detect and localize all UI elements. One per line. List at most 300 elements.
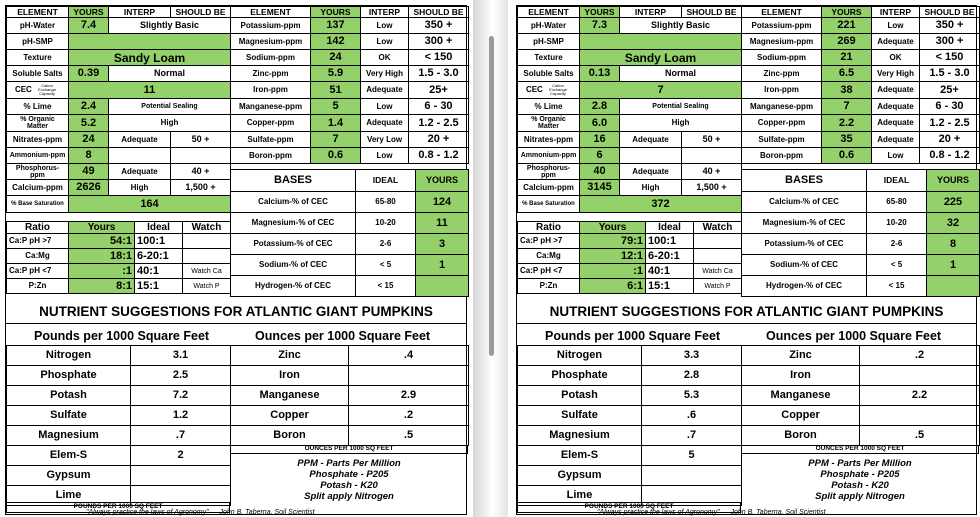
value-sulfate: 7 [311, 132, 361, 148]
value-organic: 6.0 [580, 115, 620, 132]
should-manganese: 6 - 30 [920, 99, 980, 115]
lbs-row [7, 346, 231, 366]
col-should: SHOULD BE [409, 7, 469, 18]
lbs-nutrient-amount [642, 466, 742, 486]
ratio-table [517, 221, 742, 294]
ideal-ca-cec: 65-80 [867, 192, 927, 213]
value-calcium: 2626 [69, 180, 109, 196]
oz-nutrient-name: Manganese [231, 386, 349, 406]
oz-nutrient-name: Copper [742, 406, 860, 426]
element-table-left [517, 6, 742, 213]
note-ppm: PPM - Parts Per Million [297, 458, 401, 469]
should-copper: 1.2 - 2.5 [409, 115, 469, 132]
label-sulfate: Sulfate-ppm [231, 132, 311, 148]
lbs-nutrient-name: Nitrogen [518, 346, 642, 366]
pounds-table [517, 345, 742, 506]
label-ph-smp: pH-SMP [518, 34, 580, 50]
interp-potassium: Low [872, 18, 920, 34]
ounces-footer: OUNCES PER 1000 SQ FEET [230, 445, 468, 454]
should-iron: 25+ [409, 82, 469, 99]
label-sodium: Sodium-ppm [231, 50, 311, 66]
ratio-value: 18:1 [69, 249, 135, 264]
value-ph-smp [69, 34, 231, 50]
ratio-watch-header: Watch [694, 222, 742, 234]
should-sulfate: 20 + [409, 132, 469, 148]
label-mg-cec: Magnesium-% of CEC [742, 213, 867, 234]
should-potassium: 350 + [409, 18, 469, 34]
col-element: ELEMENT [7, 7, 69, 18]
interp-boron: Low [361, 148, 409, 164]
col-yours: YOURS [822, 7, 872, 18]
bases-ideal-header: IDEAL [356, 170, 416, 192]
lbs-nutrient-amount: 2.8 [642, 366, 742, 386]
oz-row [231, 426, 469, 446]
label-cec: CEC Cation Exchange Capacity [518, 82, 580, 99]
interp-sulfate: Very Low [361, 132, 409, 148]
cec-caption: Cation Exchange Capacity [38, 83, 56, 96]
ratio-label: Ca:P pH >7 [7, 234, 69, 249]
label-na-cec: Sodium-% of CEC [231, 255, 356, 276]
note-nitrogen: Split apply Nitrogen [815, 491, 905, 502]
interp-phosphorus: Adequate [109, 164, 171, 180]
col-element: ELEMENT [742, 7, 822, 18]
ideal-na-cec: < 5 [867, 255, 927, 276]
value-calcium: 3145 [580, 180, 620, 196]
label-k-cec: Potassium-% of CEC [231, 234, 356, 255]
value-magnesium: 269 [822, 34, 872, 50]
lbs-row [518, 346, 742, 366]
should-phosphorus: 40 + [171, 164, 231, 180]
bases-yours-header: YOURS [416, 170, 469, 192]
ideal-mg-cec: 10-20 [356, 213, 416, 234]
label-ammonium: Ammonium-ppm [518, 148, 580, 164]
bases-ideal-header: IDEAL [867, 170, 927, 192]
col-interp: INTERP [872, 7, 920, 18]
ratio-watch: Watch P [183, 279, 231, 294]
quote: "Always practice the laws of Agronomy" — John B. Taberna, Soil Scientist [86, 509, 315, 516]
note-nitrogen: Split apply Nitrogen [304, 491, 394, 502]
ratio-ideal: 6-20:1 [135, 249, 183, 264]
label-na-cec: Sodium-% of CEC [742, 255, 867, 276]
lbs-nutrient-name: Nitrogen [7, 346, 131, 366]
col-interp: INTERP [109, 7, 171, 18]
should-boron: 0.8 - 1.2 [920, 148, 980, 164]
value-phosphorus: 49 [69, 164, 109, 180]
label-manganese: Manganese-ppm [231, 99, 311, 115]
lbs-nutrient-name: Elem-S [7, 446, 131, 466]
label-zinc: Zinc-ppm [742, 66, 822, 82]
label-nitrates: Nitrates-ppm [518, 132, 580, 148]
should-boron: 0.8 - 1.2 [409, 148, 469, 164]
label-ph-water: pH-Water [7, 18, 69, 34]
pounds-header: Pounds per 1000 Square Feet [34, 329, 210, 343]
interp-manganese: Adequate [872, 99, 920, 115]
element-table-right [741, 6, 980, 164]
ratio-ideal: 15:1 [135, 279, 183, 294]
lbs-nutrient-name: Potash [7, 386, 131, 406]
label-boron: Boron-ppm [231, 148, 311, 164]
interp-iron: Adequate [872, 82, 920, 99]
interp-calcium: High [620, 180, 682, 196]
ratio-header: Ratio [7, 222, 69, 234]
value-iron: 51 [311, 82, 361, 99]
value-manganese: 7 [822, 99, 872, 115]
label-ammonium: Ammonium-ppm [7, 148, 69, 164]
interp-sodium: OK [872, 50, 920, 66]
value-phosphorus: 40 [580, 164, 620, 180]
should-sodium: < 150 [409, 50, 469, 66]
label-phosphorus: Phosphorus-ppm [518, 164, 580, 180]
ideal-k-cec: 2-6 [867, 234, 927, 255]
ounces-table [741, 345, 980, 446]
should-zinc: 1.5 - 3.0 [409, 66, 469, 82]
lbs-row [7, 466, 231, 486]
ratio-ideal: 40:1 [135, 264, 183, 279]
oz-nutrient-name: Boron [231, 426, 349, 446]
should-magnesium: 300 + [409, 34, 469, 50]
interp-organic: High [109, 115, 231, 132]
label-boron: Boron-ppm [742, 148, 822, 164]
value-cec: 7 [580, 82, 742, 99]
interp-potassium: Low [361, 18, 409, 34]
value-iron: 38 [822, 82, 872, 99]
label-texture: Texture [7, 50, 69, 66]
value-nitrates: 24 [69, 132, 109, 148]
oz-row [742, 426, 980, 446]
ideal-mg-cec: 10-20 [867, 213, 927, 234]
oz-row [742, 386, 980, 406]
should-nitrates: 50 + [171, 132, 231, 148]
value-k-cec: 3 [416, 234, 469, 255]
element-table-left [6, 6, 231, 213]
bases-header: BASES [231, 170, 356, 192]
col-should: SHOULD BE [171, 7, 231, 18]
interp-copper: Adequate [872, 115, 920, 132]
value-sulfate: 35 [822, 132, 872, 148]
col-should: SHOULD BE [682, 7, 742, 18]
ratio-ideal: 100:1 [646, 234, 694, 249]
ounces-header: Ounces per 1000 Square Feet [255, 329, 431, 343]
lbs-nutrient-amount: 2.5 [131, 366, 231, 386]
value-zinc: 5.9 [311, 66, 361, 82]
lbs-nutrient-name: Magnesium [7, 426, 131, 446]
oz-nutrient-name: Manganese [742, 386, 860, 406]
cec-caption: Cation Exchange Capacity [549, 83, 567, 96]
value-ph-smp [580, 34, 742, 50]
interp-soluble-salts: Normal [620, 66, 742, 82]
oz-row [231, 406, 469, 426]
label-organic: % Organic Matter [518, 115, 580, 132]
value-cec: 11 [69, 82, 231, 99]
oz-nutrient-amount [349, 366, 469, 386]
note-potash: Potash - K20 [320, 480, 378, 491]
ratio-label: P:Zn [7, 279, 69, 294]
interp-copper: Adequate [361, 115, 409, 132]
interp-magnesium: Adequate [872, 34, 920, 50]
lbs-row [7, 446, 231, 466]
ratio-table [6, 221, 231, 294]
ratio-value: 54:1 [69, 234, 135, 249]
ratio-value: :1 [69, 264, 135, 279]
soil-report-page-2 [508, 0, 980, 517]
lbs-nutrient-name: Phosphate [518, 366, 642, 386]
ratio-label: Ca:Mg [518, 249, 580, 264]
oz-nutrient-amount [860, 406, 980, 426]
value-ca-cec: 124 [416, 192, 469, 213]
value-copper: 1.4 [311, 115, 361, 132]
value-ph-water: 7.3 [580, 18, 620, 34]
lbs-nutrient-amount: 7.2 [131, 386, 231, 406]
lbs-row [7, 406, 231, 426]
ratio-ideal: 15:1 [646, 279, 694, 294]
oz-nutrient-amount: .4 [349, 346, 469, 366]
label-phosphorus: Phosphorus-ppm [7, 164, 69, 180]
label-iron: Iron-ppm [742, 82, 822, 99]
label-texture: Texture [518, 50, 580, 66]
lbs-nutrient-name: Gypsum [518, 466, 642, 486]
label-h-cec: Hydrogen-% of CEC [742, 276, 867, 297]
ratio-yours-header: Yours [580, 222, 646, 234]
value-h-cec [416, 276, 469, 297]
value-texture: Sandy Loam [580, 50, 742, 66]
oz-nutrient-name: Boron [742, 426, 860, 446]
lbs-nutrient-name: Sulfate [7, 406, 131, 426]
ounces-header: Ounces per 1000 Square Feet [766, 329, 942, 343]
lbs-row [518, 386, 742, 406]
ratio-label: Ca:P pH >7 [518, 234, 580, 249]
value-magnesium: 142 [311, 34, 361, 50]
should-magnesium: 300 + [920, 34, 980, 50]
interp-magnesium: Low [361, 34, 409, 50]
interp-nitrates: Adequate [109, 132, 171, 148]
value-k-cec: 8 [927, 234, 980, 255]
lbs-nutrient-name: Sulfate [518, 406, 642, 426]
ratio-ideal: 40:1 [646, 264, 694, 279]
notes [230, 458, 468, 502]
oz-nutrient-name: Iron [742, 366, 860, 386]
scrollbar[interactable] [489, 36, 494, 356]
oz-row [231, 366, 469, 386]
oz-nutrient-name: Zinc [742, 346, 860, 366]
quote: "Always practice the laws of Agronomy" — John B. Taberna, Soil Scientist [597, 509, 826, 516]
label-ph-smp: pH-SMP [7, 34, 69, 50]
label-sodium: Sodium-ppm [742, 50, 822, 66]
label-soluble-salts: Soluble Salts [7, 66, 69, 82]
value-na-cec: 1 [416, 255, 469, 276]
oz-nutrient-amount [860, 366, 980, 386]
label-zinc: Zinc-ppm [231, 66, 311, 82]
label-h-cec: Hydrogen-% of CEC [231, 276, 356, 297]
interp-organic: High [620, 115, 742, 132]
value-sodium: 21 [822, 50, 872, 66]
value-ammonium: 6 [580, 148, 620, 164]
interp-sodium: OK [361, 50, 409, 66]
oz-row [231, 346, 469, 366]
col-interp: INTERP [361, 7, 409, 18]
label-mg-cec: Magnesium-% of CEC [231, 213, 356, 234]
interp-phosphorus: Adequate [620, 164, 682, 180]
interp-manganese: Low [361, 99, 409, 115]
report-sheet [516, 5, 977, 515]
ideal-h-cec: < 15 [356, 276, 416, 297]
label-ph-water: pH-Water [518, 18, 580, 34]
should-iron: 25+ [920, 82, 980, 99]
label-base-sat: % Base Saturation [7, 196, 69, 213]
note-phosphate: Phosphate - P205 [820, 469, 900, 480]
lbs-nutrient-amount: 3.1 [131, 346, 231, 366]
lbs-nutrient-name: Gypsum [7, 466, 131, 486]
value-mg-cec: 32 [927, 213, 980, 234]
col-should: SHOULD BE [920, 7, 980, 18]
oz-row [742, 366, 980, 386]
note-ppm: PPM - Parts Per Million [808, 458, 912, 469]
should-sodium: < 150 [920, 50, 980, 66]
label-magnesium: Magnesium-ppm [742, 34, 822, 50]
should-potassium: 350 + [920, 18, 980, 34]
ratio-watch: Watch Ca [694, 264, 742, 279]
ratio-header: Ratio [518, 222, 580, 234]
ratio-ideal-header: Ideal [135, 222, 183, 234]
col-yours: YOURS [311, 7, 361, 18]
lbs-nutrient-name: Lime [7, 486, 131, 506]
element-table-right [230, 6, 469, 164]
col-yours: YOURS [69, 7, 109, 18]
ratio-value: 8:1 [69, 279, 135, 294]
label-lime: % Lime [518, 99, 580, 115]
label-potassium: Potassium-ppm [231, 18, 311, 34]
should-nitrates: 50 + [682, 132, 742, 148]
ratio-value: 12:1 [580, 249, 646, 264]
lbs-nutrient-name: Magnesium [518, 426, 642, 446]
ratio-ideal: 6-20:1 [646, 249, 694, 264]
value-lime: 2.8 [580, 99, 620, 115]
lbs-nutrient-amount: 3.3 [642, 346, 742, 366]
interp-nitrates: Adequate [620, 132, 682, 148]
ratio-watch: Watch Ca [183, 264, 231, 279]
ratio-value: 6:1 [580, 279, 646, 294]
value-mg-cec: 11 [416, 213, 469, 234]
value-boron: 0.6 [822, 148, 872, 164]
interp-soluble-salts: Normal [109, 66, 231, 82]
should-sulfate: 20 + [920, 132, 980, 148]
lbs-nutrient-amount: .6 [642, 406, 742, 426]
ideal-k-cec: 2-6 [356, 234, 416, 255]
oz-nutrient-name: Zinc [231, 346, 349, 366]
oz-nutrient-name: Copper [231, 406, 349, 426]
label-potassium: Potassium-ppm [742, 18, 822, 34]
value-copper: 2.2 [822, 115, 872, 132]
col-element: ELEMENT [518, 7, 580, 18]
value-texture: Sandy Loam [69, 50, 231, 66]
lbs-row [518, 406, 742, 426]
lbs-row [518, 426, 742, 446]
nutrient-title: NUTRIENT SUGGESTIONS FOR ATLANTIC GIANT PUMPKINS [549, 304, 944, 319]
label-ca-cec: Calcium-% of CEC [231, 192, 356, 213]
ratio-watch: Watch P [694, 279, 742, 294]
lbs-row [7, 426, 231, 446]
value-potassium: 221 [822, 18, 872, 34]
value-organic: 5.2 [69, 115, 109, 132]
interp-iron: Adequate [361, 82, 409, 99]
interp-boron: Low [872, 148, 920, 164]
interp-ph-water: Slightly Basic [620, 18, 742, 34]
interp-ph-water: Slightly Basic [109, 18, 231, 34]
oz-nutrient-amount: .5 [349, 426, 469, 446]
ratio-value: :1 [580, 264, 646, 279]
bases-header: BASES [742, 170, 867, 192]
oz-row [742, 406, 980, 426]
lbs-nutrient-amount [131, 466, 231, 486]
ideal-h-cec: < 15 [867, 276, 927, 297]
label-nitrates: Nitrates-ppm [7, 132, 69, 148]
ounces-footer: OUNCES PER 1000 SQ FEET [741, 445, 979, 454]
label-copper: Copper-ppm [231, 115, 311, 132]
label-sulfate: Sulfate-ppm [742, 132, 822, 148]
ideal-ca-cec: 65-80 [356, 192, 416, 213]
lbs-nutrient-amount: .7 [131, 426, 231, 446]
oz-nutrient-amount: .2 [349, 406, 469, 426]
oz-nutrient-amount: .5 [860, 426, 980, 446]
ratio-label: P:Zn [518, 279, 580, 294]
label-copper: Copper-ppm [742, 115, 822, 132]
ratio-label: Ca:P pH <7 [7, 264, 69, 279]
should-calcium: 1,500 + [171, 180, 231, 196]
oz-nutrient-name: Iron [231, 366, 349, 386]
label-ca-cec: Calcium-% of CEC [742, 192, 867, 213]
value-nitrates: 16 [580, 132, 620, 148]
interp-lime: Potential Sealing [109, 99, 231, 115]
label-calcium: Calcium-ppm [518, 180, 580, 196]
lbs-nutrient-amount: 5.3 [642, 386, 742, 406]
label-iron: Iron-ppm [231, 82, 311, 99]
lbs-row [518, 366, 742, 386]
pounds-table [6, 345, 231, 506]
bases-table [741, 169, 980, 297]
value-zinc: 6.5 [822, 66, 872, 82]
pounds-footer: POUNDS PER 1000 SQ FEET [6, 502, 230, 513]
value-base-sat: 372 [580, 196, 742, 213]
lbs-nutrient-name: Potash [518, 386, 642, 406]
value-ammonium: 8 [69, 148, 109, 164]
value-boron: 0.6 [311, 148, 361, 164]
oz-row [742, 346, 980, 366]
report-sheet [5, 5, 467, 515]
value-soluble-salts: 0.39 [69, 66, 109, 82]
lbs-row [518, 466, 742, 486]
ratio-value: 79:1 [580, 234, 646, 249]
oz-nutrient-amount: .2 [860, 346, 980, 366]
label-cec: CEC Cation Exchange Capacity [7, 82, 69, 99]
should-phosphorus: 40 + [682, 164, 742, 180]
oz-nutrient-amount: 2.2 [860, 386, 980, 406]
ratio-ideal: 100:1 [135, 234, 183, 249]
ratio-label: Ca:P pH <7 [518, 264, 580, 279]
note-potash: Potash - K20 [831, 480, 889, 491]
label-lime: % Lime [7, 99, 69, 115]
soil-report-page-1 [0, 0, 473, 517]
ratio-label: Ca:Mg [7, 249, 69, 264]
label-soluble-salts: Soluble Salts [518, 66, 580, 82]
col-yours: YOURS [580, 7, 620, 18]
label-base-sat: % Base Saturation [518, 196, 580, 213]
value-soluble-salts: 0.13 [580, 66, 620, 82]
pounds-header: Pounds per 1000 Square Feet [545, 329, 721, 343]
interp-lime: Potential Sealing [620, 99, 742, 115]
value-ca-cec: 225 [927, 192, 980, 213]
ratio-yours-header: Yours [69, 222, 135, 234]
lbs-nutrient-name: Phosphate [7, 366, 131, 386]
value-h-cec [927, 276, 980, 297]
